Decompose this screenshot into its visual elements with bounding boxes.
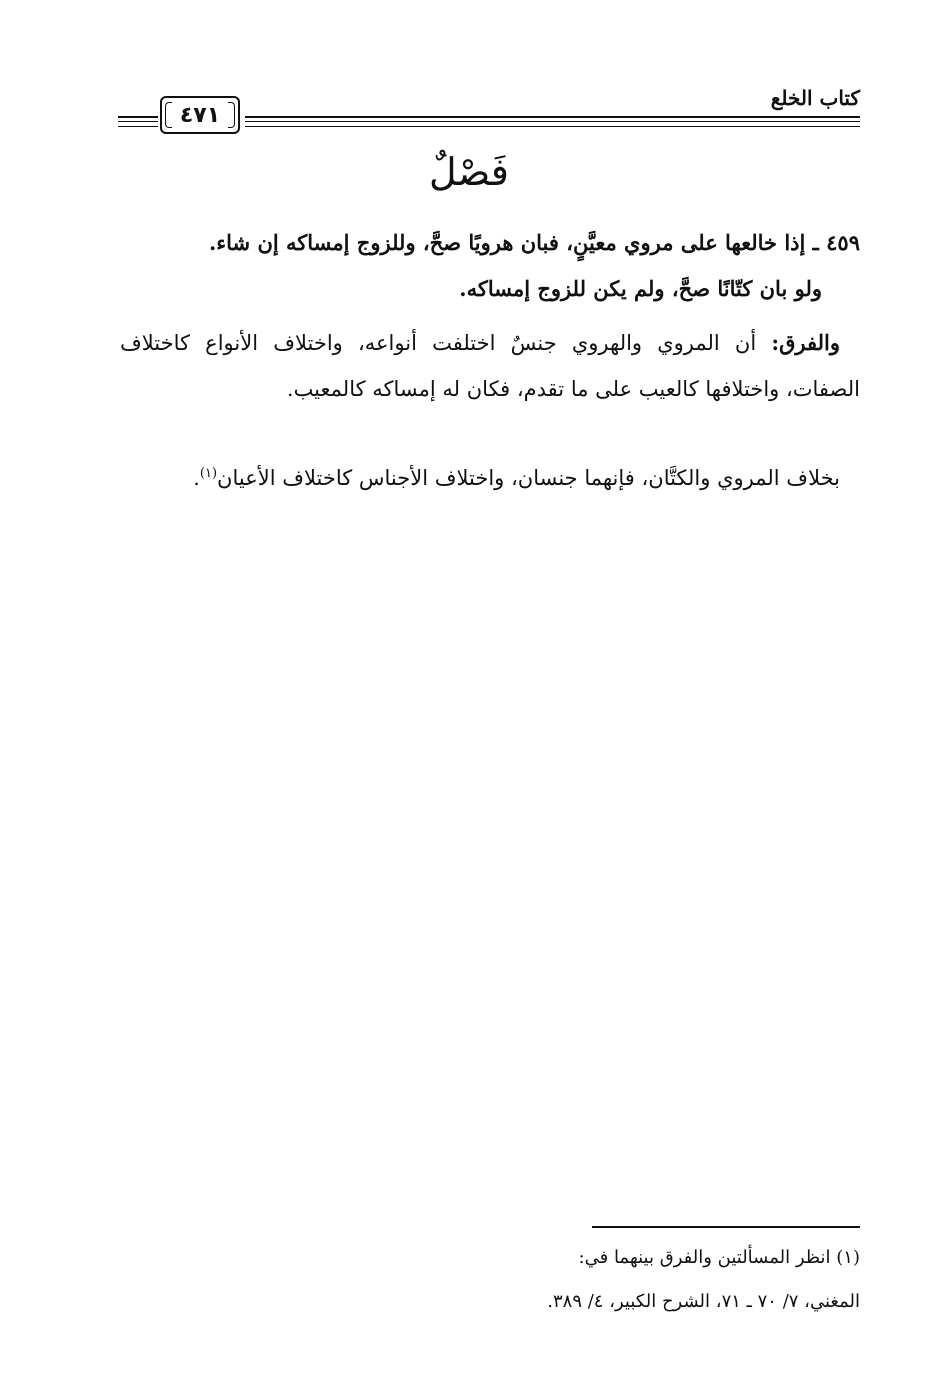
footnote-line: (١) انظر المسألتين والفرق بينهما في: — [578, 1247, 860, 1268]
ruling-line: ولو بان كتّانًا صحَّ، ولم يكن للزوج إمساكه. — [459, 276, 822, 301]
difference-paragraph — [120, 320, 860, 412]
difference-text: أن المروي والهروي جنسٌ اختلفت أنواعه، واختلاف الأنواع كاختلاف الصفات، واختلافها كالعيب على ما تقدم، فكان له إمساكه كالمعيب. — [120, 331, 860, 401]
footnote-separator — [592, 1226, 860, 1228]
footnotes — [120, 1236, 860, 1324]
footnote-reference[interactable]: (١) — [199, 466, 218, 481]
contrast-paragraph — [120, 455, 860, 501]
header-rule — [118, 126, 158, 127]
header-rule — [118, 116, 158, 118]
contrast-end: . — [193, 466, 200, 490]
header-rule — [245, 126, 860, 127]
running-title: كتاب الخلع — [770, 86, 860, 110]
footnote-line: المغني، ٧/ ٧٠ ـ ٧١، الشرح الكبير، ٤/ ٣٨٩. — [547, 1291, 860, 1312]
ruling-paragraph — [120, 220, 860, 312]
header-rule — [245, 116, 860, 118]
page-number-frame — [160, 96, 240, 134]
page-number: ٤٧١ — [179, 102, 221, 128]
header-rule — [245, 121, 860, 122]
contrast-text: بخلاف المروي والكتَّان، فإنهما جنسان، واختلاف الأجناس كاختلاف الأعيان — [217, 466, 840, 490]
difference-label: والفرق: — [771, 330, 840, 355]
ruling-line: ٤٥٩ ـ إذا خالعها على مروي معيَّنٍ، فبان هرويًا صحَّ، وللزوج إمساكه إن شاء. — [208, 230, 860, 255]
header-rule — [118, 121, 158, 122]
section-heading: فَصْلٌ — [429, 150, 509, 194]
